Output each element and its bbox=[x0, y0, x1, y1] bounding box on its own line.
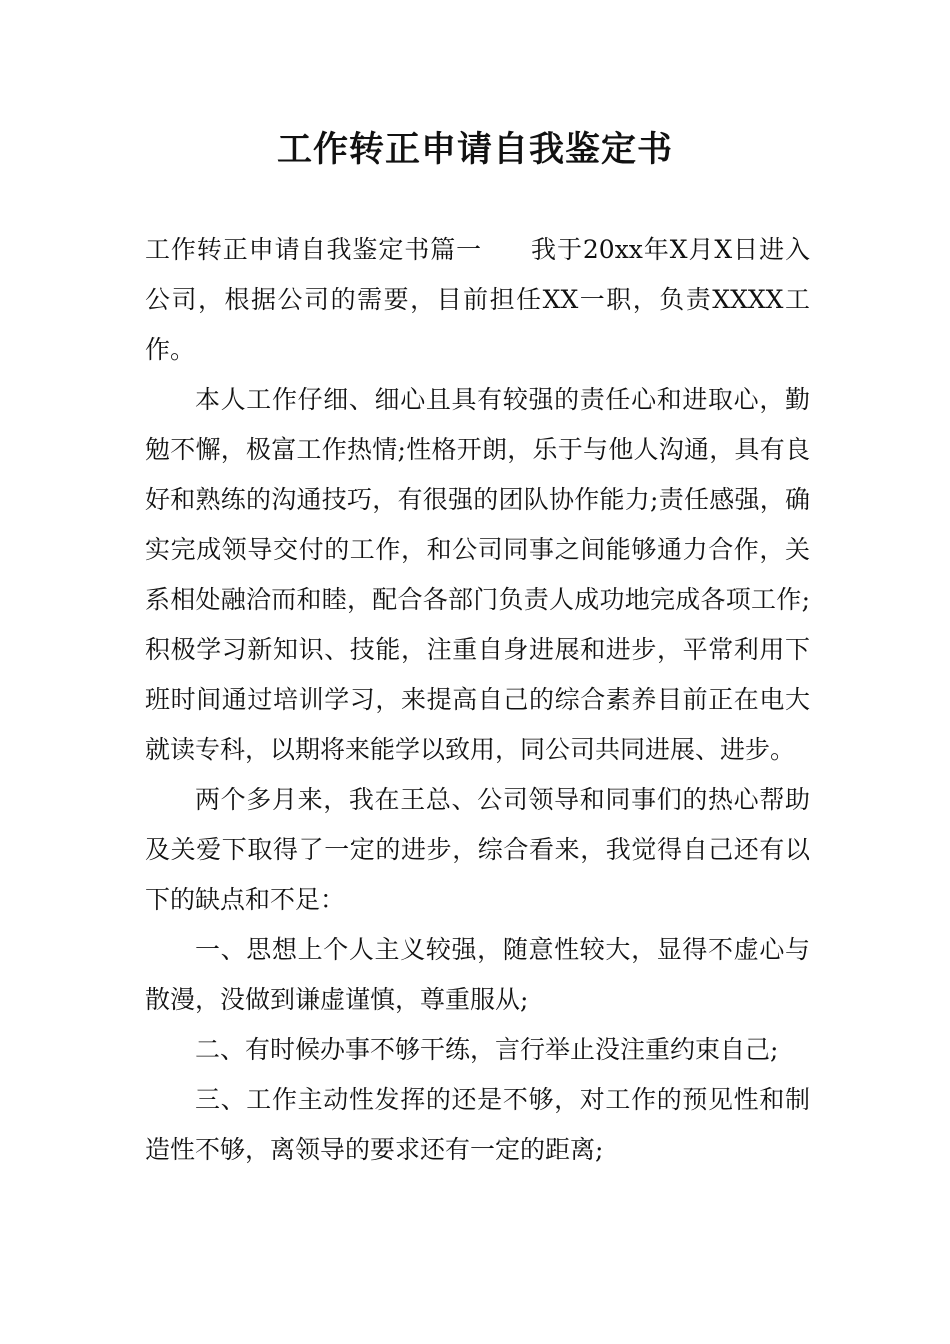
document-body bbox=[145, 225, 810, 1175]
document-title: 工作转正申请自我鉴定书 bbox=[276, 130, 673, 170]
intro-paragraph bbox=[145, 225, 810, 375]
paragraph-qualities: 本人工作仔细、细心且具有较强的责任心和进取心，勤勉不懈，极富工作热情;性格开朗，乐于与他人沟通，具有良好和熟练的沟通技巧，有很强的团队协作能力;责任感强，确实完成领导交付的工作，和公司同事之间能够通力合作，关系相处融洽而和睦，配合各部门负责人成功地完成各项工作;积极学习新知识、技能，注重自身进展和进步，平常利用下班时间通过培训学习，来提高自己的综合素养目前正在电大就读专科，以期将来能学以致用，同公司共同进展、进步。 bbox=[145, 385, 810, 764]
paragraph-shortcoming-1: 一、思想上个人主义较强，随意性较大，显得不虚心与散漫，没做到谦虚谨慎，尊重服从; bbox=[145, 935, 810, 1014]
intro-text: 我于20xx年X月X日进入公司，根据公司的需要，目前担任XX一职，负责XXXX工作。 bbox=[145, 235, 810, 364]
intro-heading: 工作转正申请自我鉴定书篇一 bbox=[145, 235, 483, 264]
paragraph-shortcomings-intro: 两个多月来，我在王总、公司领导和同事们的热心帮助及关爱下取得了一定的进步，综合看来，我觉得自己还有以下的缺点和不足： bbox=[145, 785, 810, 914]
paragraph-shortcoming-2: 二、有时候办事不够干练，言行举止没注重约束自己; bbox=[195, 1035, 779, 1064]
paragraph-shortcoming-3: 三、工作主动性发挥的还是不够，对工作的预见性和制造性不够，离领导的要求还有一定的距离; bbox=[145, 1085, 810, 1164]
